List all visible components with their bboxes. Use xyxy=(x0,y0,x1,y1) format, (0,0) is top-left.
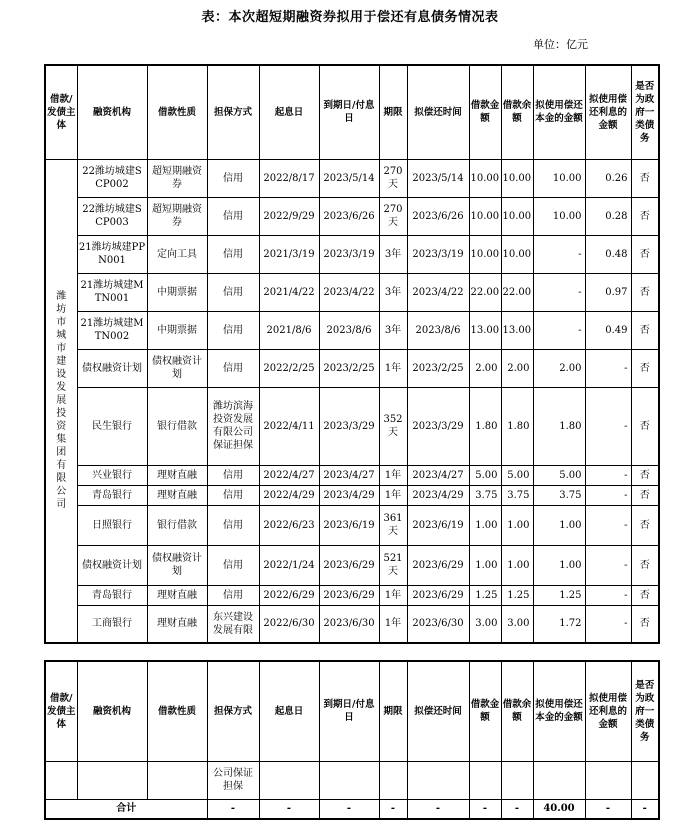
repay-date-cell: 2023/5/14 xyxy=(407,159,469,197)
repay-date-cell: 2023/6/29 xyxy=(407,585,469,605)
gov-debt-cell: 否 xyxy=(631,545,659,585)
gov-debt-cell: 否 xyxy=(631,159,659,197)
total-dash: - xyxy=(585,799,631,819)
interest-cell: 0.26 xyxy=(585,159,631,197)
due-date-cell: 2023/5/14 xyxy=(319,159,379,197)
nature-cell: 债权融资计划 xyxy=(147,545,207,585)
institution-cell: 22潍坊城建SCP002 xyxy=(77,159,147,197)
institution-cell: 兴业银行 xyxy=(77,465,147,485)
col-header: 借款性质 xyxy=(147,65,207,159)
table-row xyxy=(45,605,659,643)
balance-cell: 1.00 xyxy=(501,505,533,545)
interest-cell: 0.49 xyxy=(585,311,631,349)
balance-cell: 3.00 xyxy=(501,605,533,643)
repay-date-cell: 2023/8/6 xyxy=(407,311,469,349)
nature-cell: 债权融资计划 xyxy=(147,349,207,387)
col-header: 起息日 xyxy=(259,65,319,159)
amount-cell: 3.75 xyxy=(469,485,501,505)
total-dash: - xyxy=(319,799,379,819)
col-header: 拟使用偿还本金的金额 xyxy=(533,661,585,761)
balance-cell: 1.80 xyxy=(501,387,533,465)
col-header: 期限 xyxy=(379,65,407,159)
cell xyxy=(631,761,659,799)
cell xyxy=(259,761,319,799)
col-header: 融资机构 xyxy=(77,661,147,761)
table-row xyxy=(45,465,659,485)
balance-cell: 10.00 xyxy=(501,159,533,197)
due-date-cell: 2023/3/19 xyxy=(319,235,379,273)
institution-cell: 工商银行 xyxy=(77,605,147,643)
amount-cell: 22.00 xyxy=(469,273,501,311)
balance-cell: 10.00 xyxy=(501,197,533,235)
header-row xyxy=(45,65,659,159)
table-row xyxy=(45,311,659,349)
nature-cell: 理财直融 xyxy=(147,465,207,485)
balance-cell: 1.25 xyxy=(501,585,533,605)
start-date-cell: 2022/9/29 xyxy=(259,197,319,235)
guarantee-cell: 信用 xyxy=(207,485,259,505)
debt-table-part-1 xyxy=(44,64,660,644)
repay-date-cell: 2023/6/26 xyxy=(407,197,469,235)
interest-cell: 0.48 xyxy=(585,235,631,273)
col-header: 借款性质 xyxy=(147,661,207,761)
principal-cell: 1.72 xyxy=(533,605,585,643)
table-row xyxy=(45,585,659,605)
due-date-cell: 2023/4/29 xyxy=(319,485,379,505)
gov-debt-cell: 否 xyxy=(631,349,659,387)
col-header: 借款余额 xyxy=(501,661,533,761)
start-date-cell: 2021/3/19 xyxy=(259,235,319,273)
guarantee-cell: 信用 xyxy=(207,197,259,235)
debt-table-part-2 xyxy=(44,660,660,820)
institution-cell: 22潍坊城建SCP003 xyxy=(77,197,147,235)
gov-debt-cell: 否 xyxy=(631,585,659,605)
institution-cell: 21潍坊城建MTN002 xyxy=(77,311,147,349)
total-dash: - xyxy=(207,799,259,819)
cell xyxy=(45,761,77,799)
start-date-cell: 2022/6/29 xyxy=(259,585,319,605)
repay-date-cell: 2023/3/29 xyxy=(407,387,469,465)
balance-cell: 3.75 xyxy=(501,485,533,505)
principal-cell: - xyxy=(533,273,585,311)
institution-cell: 债权融资计划 xyxy=(77,545,147,585)
repay-date-cell: 2023/6/30 xyxy=(407,605,469,643)
principal-cell: 10.00 xyxy=(533,159,585,197)
gov-debt-cell: 否 xyxy=(631,197,659,235)
repay-date-cell: 2023/4/27 xyxy=(407,465,469,485)
table-row xyxy=(45,485,659,505)
repay-date-cell: 2023/6/19 xyxy=(407,505,469,545)
col-header: 拟偿还时间 xyxy=(407,661,469,761)
col-header: 借款/发债主体 xyxy=(45,661,77,761)
nature-cell: 银行借款 xyxy=(147,505,207,545)
repay-date-cell: 2023/4/29 xyxy=(407,485,469,505)
col-header: 拟使用偿还本金的金额 xyxy=(533,65,585,159)
guarantee-cell: 潍坊滨海投资发展有限公司保证担保 xyxy=(207,387,259,465)
start-date-cell: 2022/1/24 xyxy=(259,545,319,585)
start-date-cell: 2022/2/25 xyxy=(259,349,319,387)
col-header: 担保方式 xyxy=(207,661,259,761)
start-date-cell: 2022/8/17 xyxy=(259,159,319,197)
nature-cell: 理财直融 xyxy=(147,485,207,505)
start-date-cell: 2022/4/11 xyxy=(259,387,319,465)
term-cell: 361天 xyxy=(379,505,407,545)
term-cell: 3年 xyxy=(379,273,407,311)
header-row xyxy=(45,661,659,761)
col-header: 拟使用偿还利息的金额 xyxy=(585,661,631,761)
cell xyxy=(407,761,469,799)
col-header: 借款/发债主体 xyxy=(45,65,77,159)
col-header: 拟使用偿还利息的金额 xyxy=(585,65,631,159)
repay-date-cell: 2023/2/25 xyxy=(407,349,469,387)
guarantee-cell: 信用 xyxy=(207,505,259,545)
col-header: 是否为政府一类债务 xyxy=(631,65,659,159)
amount-cell: 1.00 xyxy=(469,545,501,585)
amount-cell: 10.00 xyxy=(469,235,501,273)
table-title: 表：本次超短期融资券拟用于偿还有息债务情况表 xyxy=(201,10,499,25)
total-label: 合计 xyxy=(45,799,207,819)
principal-cell: 1.25 xyxy=(533,585,585,605)
total-dash: - xyxy=(407,799,469,819)
cell xyxy=(501,761,533,799)
principal-cell: 2.00 xyxy=(533,349,585,387)
guarantee-cell: 东兴建设发展有限 xyxy=(207,605,259,643)
gov-debt-cell: 否 xyxy=(631,505,659,545)
term-cell: 1年 xyxy=(379,605,407,643)
table-row xyxy=(45,235,659,273)
institution-cell: 青岛银行 xyxy=(77,585,147,605)
col-header: 借款金额 xyxy=(469,65,501,159)
total-principal: 40.00 xyxy=(533,799,585,819)
gov-debt-cell: 否 xyxy=(631,311,659,349)
col-header: 借款余额 xyxy=(501,65,533,159)
unit-label: 单位：亿元 xyxy=(533,38,588,51)
start-date-cell: 2022/4/29 xyxy=(259,485,319,505)
balance-cell: 13.00 xyxy=(501,311,533,349)
nature-cell: 超短期融资券 xyxy=(147,197,207,235)
col-header: 到期日/付息日 xyxy=(319,65,379,159)
amount-cell: 5.00 xyxy=(469,465,501,485)
due-date-cell: 2023/6/29 xyxy=(319,585,379,605)
col-header: 到期日/付息日 xyxy=(319,661,379,761)
start-date-cell: 2021/4/22 xyxy=(259,273,319,311)
nature-cell: 银行借款 xyxy=(147,387,207,465)
term-cell: 521天 xyxy=(379,545,407,585)
institution-cell: 21潍坊城建MTN001 xyxy=(77,273,147,311)
cell xyxy=(469,761,501,799)
due-date-cell: 2023/6/30 xyxy=(319,605,379,643)
interest-cell: - xyxy=(585,585,631,605)
due-date-cell: 2023/6/19 xyxy=(319,505,379,545)
principal-cell: - xyxy=(533,311,585,349)
guarantee-cell: 信用 xyxy=(207,465,259,485)
term-cell: 270天 xyxy=(379,197,407,235)
interest-cell: - xyxy=(585,387,631,465)
interest-cell: - xyxy=(585,485,631,505)
institution-cell: 21潍坊城建PPN001 xyxy=(77,235,147,273)
interest-cell: - xyxy=(585,545,631,585)
amount-cell: 1.00 xyxy=(469,505,501,545)
gov-debt-cell: 否 xyxy=(631,235,659,273)
cell xyxy=(77,761,147,799)
col-header: 融资机构 xyxy=(77,65,147,159)
cell xyxy=(319,761,379,799)
principal-cell: 1.00 xyxy=(533,505,585,545)
start-date-cell: 2021/8/6 xyxy=(259,311,319,349)
repay-date-cell: 2023/4/22 xyxy=(407,273,469,311)
due-date-cell: 2023/3/29 xyxy=(319,387,379,465)
due-date-cell: 2023/6/26 xyxy=(319,197,379,235)
total-dash: - xyxy=(501,799,533,819)
guarantee-cell: 公司保证担保 xyxy=(207,761,259,799)
guarantee-cell: 信用 xyxy=(207,349,259,387)
col-header: 担保方式 xyxy=(207,65,259,159)
cell xyxy=(379,761,407,799)
gov-debt-cell: 否 xyxy=(631,273,659,311)
amount-cell: 3.00 xyxy=(469,605,501,643)
table-row xyxy=(45,349,659,387)
col-header: 是否为政府一类债务 xyxy=(631,661,659,761)
balance-cell: 5.00 xyxy=(501,465,533,485)
total-row xyxy=(45,799,659,819)
amount-cell: 10.00 xyxy=(469,159,501,197)
term-cell: 3年 xyxy=(379,311,407,349)
cell xyxy=(585,761,631,799)
balance-cell: 22.00 xyxy=(501,273,533,311)
interest-cell: 0.97 xyxy=(585,273,631,311)
interest-cell: - xyxy=(585,605,631,643)
due-date-cell: 2023/8/6 xyxy=(319,311,379,349)
balance-cell: 2.00 xyxy=(501,349,533,387)
gov-debt-cell: 否 xyxy=(631,485,659,505)
interest-cell: - xyxy=(585,465,631,485)
guarantee-cell: 信用 xyxy=(207,273,259,311)
nature-cell: 理财直融 xyxy=(147,605,207,643)
start-date-cell: 2022/6/30 xyxy=(259,605,319,643)
total-dash: - xyxy=(469,799,501,819)
interest-cell: 0.28 xyxy=(585,197,631,235)
term-cell: 1年 xyxy=(379,349,407,387)
amount-cell: 13.00 xyxy=(469,311,501,349)
total-dash: - xyxy=(259,799,319,819)
amount-cell: 1.25 xyxy=(469,585,501,605)
guarantee-cell: 信用 xyxy=(207,235,259,273)
principal-cell: 5.00 xyxy=(533,465,585,485)
table-row xyxy=(45,545,659,585)
table-row xyxy=(45,505,659,545)
cell xyxy=(147,761,207,799)
table-row xyxy=(45,273,659,311)
cell xyxy=(533,761,585,799)
nature-cell: 定向工具 xyxy=(147,235,207,273)
principal-cell: 3.75 xyxy=(533,485,585,505)
due-date-cell: 2023/6/29 xyxy=(319,545,379,585)
guarantee-cell: 信用 xyxy=(207,545,259,585)
nature-cell: 超短期融资券 xyxy=(147,159,207,197)
nature-cell: 中期票据 xyxy=(147,311,207,349)
gov-debt-cell: 否 xyxy=(631,387,659,465)
principal-cell: 10.00 xyxy=(533,197,585,235)
issuer-cell: 潍坊市城市建设发展投资集团有限公司 xyxy=(45,159,77,643)
col-header: 期限 xyxy=(379,661,407,761)
balance-cell: 1.00 xyxy=(501,545,533,585)
table-row xyxy=(45,159,659,197)
institution-cell: 民生银行 xyxy=(77,387,147,465)
start-date-cell: 2022/6/23 xyxy=(259,505,319,545)
total-dash: - xyxy=(379,799,407,819)
gov-debt-cell: 否 xyxy=(631,465,659,485)
principal-cell: 1.80 xyxy=(533,387,585,465)
institution-cell: 日照银行 xyxy=(77,505,147,545)
term-cell: 1年 xyxy=(379,585,407,605)
col-header: 起息日 xyxy=(259,661,319,761)
nature-cell: 中期票据 xyxy=(147,273,207,311)
total-dash: - xyxy=(631,799,659,819)
institution-cell: 青岛银行 xyxy=(77,485,147,505)
table-row xyxy=(45,387,659,465)
interest-cell: - xyxy=(585,349,631,387)
guarantee-cell: 信用 xyxy=(207,159,259,197)
due-date-cell: 2023/4/22 xyxy=(319,273,379,311)
due-date-cell: 2023/2/25 xyxy=(319,349,379,387)
repay-date-cell: 2023/3/19 xyxy=(407,235,469,273)
term-cell: 352天 xyxy=(379,387,407,465)
repay-date-cell: 2023/6/29 xyxy=(407,545,469,585)
amount-cell: 2.00 xyxy=(469,349,501,387)
guarantee-cell: 信用 xyxy=(207,585,259,605)
gov-debt-cell: 否 xyxy=(631,605,659,643)
amount-cell: 10.00 xyxy=(469,197,501,235)
balance-cell: 10.00 xyxy=(501,235,533,273)
start-date-cell: 2022/4/27 xyxy=(259,465,319,485)
nature-cell: 理财直融 xyxy=(147,585,207,605)
table-row xyxy=(45,197,659,235)
term-cell: 1年 xyxy=(379,465,407,485)
principal-cell: - xyxy=(533,235,585,273)
col-header: 借款金额 xyxy=(469,661,501,761)
guarantee-cell: 信用 xyxy=(207,311,259,349)
amount-cell: 1.80 xyxy=(469,387,501,465)
principal-cell: 1.00 xyxy=(533,545,585,585)
term-cell: 270天 xyxy=(379,159,407,197)
term-cell: 3年 xyxy=(379,235,407,273)
interest-cell: - xyxy=(585,505,631,545)
institution-cell: 债权融资计划 xyxy=(77,349,147,387)
due-date-cell: 2023/4/27 xyxy=(319,465,379,485)
term-cell: 1年 xyxy=(379,485,407,505)
col-header: 拟偿还时间 xyxy=(407,65,469,159)
continuation-row xyxy=(45,761,659,799)
